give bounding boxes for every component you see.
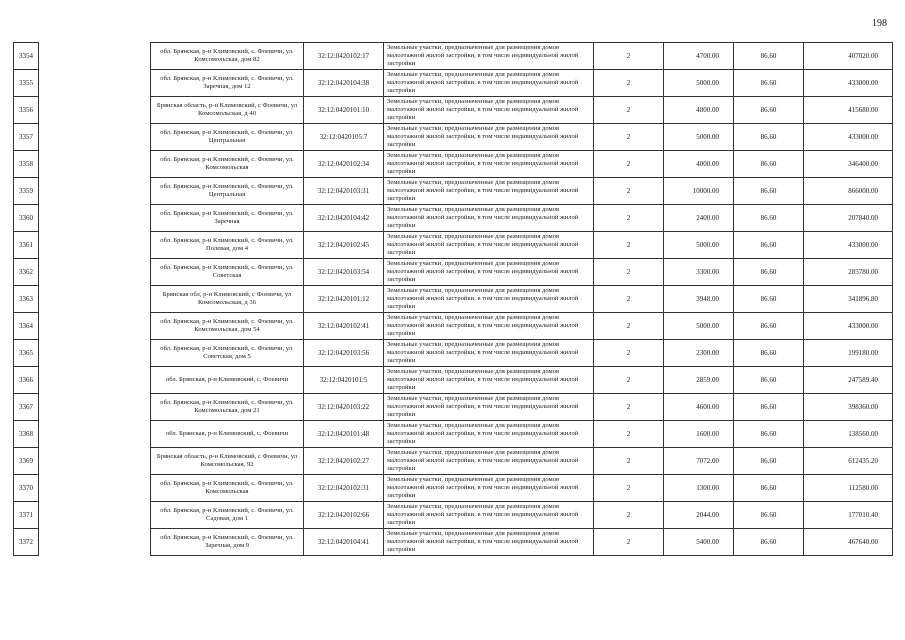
cadastral-number-cell: 32:12:0420102:31 — [304, 475, 384, 502]
address-cell: Брянская область, р-н Климовский, с Фоевичи, ул Комсомольская, 92 — [151, 448, 304, 475]
table-row — [14, 313, 893, 340]
table-row — [14, 367, 893, 394]
cadastral-value-cell: 415680.00 — [804, 97, 893, 124]
address-cell: обл. Брянская, р-н Климовский, с. Фоевичи, ул. Советская, дом 5 — [151, 340, 304, 367]
rate-cell: 86.60 — [734, 421, 804, 448]
permitted-use-cell: Земельные участки, предназначенные для размещения домов малоэтажной жилой застройки, в том числе индивидуальной жилой застройки — [384, 367, 594, 394]
spacer-cell — [39, 340, 151, 367]
rate-cell: 86.60 — [734, 502, 804, 529]
group-cell: 2 — [594, 124, 664, 151]
table-row — [14, 286, 893, 313]
cadastral-number-cell: 32:12:0420102:34 — [304, 151, 384, 178]
address-cell: обл. Брянская, р-н Климовский, с. Фоевичи, ул. Заречная — [151, 205, 304, 232]
cadastral-value-cell: 199180.00 — [804, 340, 893, 367]
group-cell: 2 — [594, 529, 664, 556]
rate-cell: 86.60 — [734, 394, 804, 421]
row-number-cell: 3364 — [14, 313, 39, 340]
rate-cell: 86.60 — [734, 151, 804, 178]
area-cell: 2300.00 — [664, 340, 734, 367]
table-row — [14, 394, 893, 421]
spacer-cell — [39, 70, 151, 97]
row-number-cell: 3359 — [14, 178, 39, 205]
cadastral-number-cell: 32:12:0420102:41 — [304, 313, 384, 340]
group-cell: 2 — [594, 232, 664, 259]
row-number-cell: 3356 — [14, 97, 39, 124]
cadastral-value-cell: 112580.00 — [804, 475, 893, 502]
area-cell: 7072.00 — [664, 448, 734, 475]
address-cell: обл. Брянская, р-н Климовский, с. Фоевичи, ул. Комсомольская, дом 82 — [151, 43, 304, 70]
cadastral-value-cell: 433000.00 — [804, 124, 893, 151]
group-cell: 2 — [594, 97, 664, 124]
spacer-cell — [39, 448, 151, 475]
permitted-use-cell: Земельные участки, предназначенные для размещения домов малоэтажной жилой застройки, в том числе индивидуальной жилой застройки — [384, 529, 594, 556]
spacer-cell — [39, 232, 151, 259]
cadastral-number-cell: 32:12:0420101:48 — [304, 421, 384, 448]
table-row — [14, 421, 893, 448]
spacer-cell — [39, 286, 151, 313]
cadastral-value-cell: 177010.40 — [804, 502, 893, 529]
row-number-cell: 3371 — [14, 502, 39, 529]
row-number-cell: 3362 — [14, 259, 39, 286]
cadastral-value-cell: 207840.00 — [804, 205, 893, 232]
registry-body — [14, 43, 893, 556]
table-row — [14, 529, 893, 556]
cadastral-number-cell: 32:12:0420105:7 — [304, 124, 384, 151]
row-number-cell: 3363 — [14, 286, 39, 313]
table-row — [14, 43, 893, 70]
permitted-use-cell: Земельные участки, предназначенные для размещения домов малоэтажной жилой застройки, в том числе индивидуальной жилой застройки — [384, 394, 594, 421]
cadastral-value-cell: 138560.00 — [804, 421, 893, 448]
cadastral-number-cell: 32:12:0420102:45 — [304, 232, 384, 259]
cadastral-value-cell: 433000.00 — [804, 313, 893, 340]
cadastral-number-cell: 32:12:0420101:10 — [304, 97, 384, 124]
address-cell: обл. Брянская, р-н Климовский, с. Фоевичи, ул. Комсомольская — [151, 151, 304, 178]
cadastral-number-cell: 32:12:0420103:22 — [304, 394, 384, 421]
area-cell: 4700.00 — [664, 43, 734, 70]
row-number-cell: 3366 — [14, 367, 39, 394]
spacer-cell — [39, 205, 151, 232]
group-cell: 2 — [594, 367, 664, 394]
address-cell: обл. Брянская, р-н Климовский, с. Фоевичи, ул. Советская — [151, 259, 304, 286]
spacer-cell — [39, 259, 151, 286]
cadastral-number-cell: 32:12:0420101:5 — [304, 367, 384, 394]
spacer-cell — [39, 421, 151, 448]
area-cell: 5000.00 — [664, 70, 734, 97]
address-cell: обл. Брянская, р-н Климовский, с. Фоевичи — [151, 367, 304, 394]
row-number-cell: 3360 — [14, 205, 39, 232]
permitted-use-cell: Земельные участки, предназначенные для размещения домов малоэтажной жилой застройки, в том числе индивидуальной жилой застройки — [384, 97, 594, 124]
group-cell: 2 — [594, 340, 664, 367]
permitted-use-cell: Земельные участки, предназначенные для размещения домов малоэтажной жилой застройки, в том числе индивидуальной жилой застройки — [384, 340, 594, 367]
cadastral-value-cell: 341896.80 — [804, 286, 893, 313]
rate-cell: 86.60 — [734, 340, 804, 367]
cadastral-number-cell: 32:12:0420102:27 — [304, 448, 384, 475]
table-row — [14, 232, 893, 259]
area-cell: 4000.00 — [664, 151, 734, 178]
permitted-use-cell: Земельные участки, предназначенные для размещения домов малоэтажной жилой застройки, в том числе индивидуальной жилой застройки — [384, 475, 594, 502]
table-row — [14, 178, 893, 205]
area-cell: 10000.00 — [664, 178, 734, 205]
address-cell: обл. Брянская, р-н Климовский, с. Фоевичи, ул. Заречная, дом 9 — [151, 529, 304, 556]
area-cell: 5000.00 — [664, 124, 734, 151]
spacer-cell — [39, 394, 151, 421]
permitted-use-cell: Земельные участки, предназначенные для размещения домов малоэтажной жилой застройки, в том числе индивидуальной жилой застройки — [384, 502, 594, 529]
cadastral-number-cell: 32:12:0420103:54 — [304, 259, 384, 286]
rate-cell: 86.60 — [734, 259, 804, 286]
address-cell: обл. Брянская, р-н Климовский, с. Фоевичи, ул. Садовая, дом 1 — [151, 502, 304, 529]
group-cell: 2 — [594, 205, 664, 232]
group-cell: 2 — [594, 178, 664, 205]
rate-cell: 86.60 — [734, 475, 804, 502]
group-cell: 2 — [594, 475, 664, 502]
cadastral-value-cell: 407020.00 — [804, 43, 893, 70]
table-row — [14, 205, 893, 232]
area-cell: 4800.00 — [664, 97, 734, 124]
rate-cell: 86.60 — [734, 286, 804, 313]
rate-cell: 86.60 — [734, 448, 804, 475]
address-cell: Брянская обл, р-н Климовский, с Фоевичи, ул Комсомольская, д 36 — [151, 286, 304, 313]
row-number-cell: 3357 — [14, 124, 39, 151]
rate-cell: 86.60 — [734, 313, 804, 340]
area-cell: 5000.00 — [664, 232, 734, 259]
table-row — [14, 448, 893, 475]
row-number-cell: 3367 — [14, 394, 39, 421]
row-number-cell: 3354 — [14, 43, 39, 70]
table-row — [14, 340, 893, 367]
rate-cell: 86.60 — [734, 232, 804, 259]
cadastral-number-cell: 32:12:0420104:38 — [304, 70, 384, 97]
group-cell: 2 — [594, 394, 664, 421]
permitted-use-cell: Земельные участки, предназначенные для размещения домов малоэтажной жилой застройки, в том числе индивидуальной жилой застройки — [384, 205, 594, 232]
cadastral-value-cell: 285780.00 — [804, 259, 893, 286]
rate-cell: 86.60 — [734, 43, 804, 70]
spacer-cell — [39, 367, 151, 394]
area-cell: 3948.00 — [664, 286, 734, 313]
cadastral-value-cell: 433000.00 — [804, 232, 893, 259]
permitted-use-cell: Земельные участки, предназначенные для размещения домов малоэтажной жилой застройки, в том числе индивидуальной жилой застройки — [384, 232, 594, 259]
rate-cell: 86.60 — [734, 70, 804, 97]
page-number: 198 — [872, 18, 887, 29]
area-cell: 5000.00 — [664, 313, 734, 340]
group-cell: 2 — [594, 43, 664, 70]
spacer-cell — [39, 529, 151, 556]
permitted-use-cell: Земельные участки, предназначенные для размещения домов малоэтажной жилой застройки, в том числе индивидуальной жилой застройки — [384, 286, 594, 313]
cadastral-value-cell: 467640.00 — [804, 529, 893, 556]
table-row — [14, 502, 893, 529]
area-cell: 3300.00 — [664, 259, 734, 286]
table-row — [14, 124, 893, 151]
cadastral-number-cell: 32:12:0420101:12 — [304, 286, 384, 313]
permitted-use-cell: Земельные участки, предназначенные для размещения домов малоэтажной жилой застройки, в том числе индивидуальной жилой застройки — [384, 70, 594, 97]
group-cell: 2 — [594, 151, 664, 178]
area-cell: 2044.00 — [664, 502, 734, 529]
area-cell: 1300.00 — [664, 475, 734, 502]
row-number-cell: 3369 — [14, 448, 39, 475]
cadastral-number-cell: 32:12:0420102:66 — [304, 502, 384, 529]
cadastral-number-cell: 32:12:0420104:41 — [304, 529, 384, 556]
permitted-use-cell: Земельные участки, предназначенные для размещения домов малоэтажной жилой застройки, в том числе индивидуальной жилой застройки — [384, 421, 594, 448]
table-row — [14, 475, 893, 502]
table-row — [14, 151, 893, 178]
cadastral-value-cell: 398360.00 — [804, 394, 893, 421]
cadastral-number-cell: 32:12:0420102:17 — [304, 43, 384, 70]
row-number-cell: 3365 — [14, 340, 39, 367]
row-number-cell: 3368 — [14, 421, 39, 448]
permitted-use-cell: Земельные участки, предназначенные для размещения домов малоэтажной жилой застройки, в том числе индивидуальной жилой застройки — [384, 43, 594, 70]
rate-cell: 86.60 — [734, 367, 804, 394]
cadastral-value-cell: 247589.40 — [804, 367, 893, 394]
permitted-use-cell: Земельные участки, предназначенные для размещения домов малоэтажной жилой застройки, в том числе индивидуальной жилой застройки — [384, 178, 594, 205]
address-cell: обл. Брянская, р-н Климовский, с. Фоевичи, ул. Центральная — [151, 178, 304, 205]
group-cell: 2 — [594, 502, 664, 529]
table-row — [14, 97, 893, 124]
address-cell: обл. Брянская, р-н Климовский, с. Фоевичи — [151, 421, 304, 448]
area-cell: 1600.00 — [664, 421, 734, 448]
rate-cell: 86.60 — [734, 124, 804, 151]
area-cell: 2859.00 — [664, 367, 734, 394]
rate-cell: 86.60 — [734, 205, 804, 232]
permitted-use-cell: Земельные участки, предназначенные для размещения домов малоэтажной жилой застройки, в том числе индивидуальной жилой застройки — [384, 259, 594, 286]
spacer-cell — [39, 151, 151, 178]
group-cell: 2 — [594, 421, 664, 448]
group-cell: 2 — [594, 313, 664, 340]
cadastral-value-cell: 866000.00 — [804, 178, 893, 205]
cadastral-number-cell: 32:12:0420104:42 — [304, 205, 384, 232]
land-plot-registry-table — [13, 42, 893, 556]
permitted-use-cell: Земельные участки, предназначенные для размещения домов малоэтажной жилой застройки, в том числе индивидуальной жилой застройки — [384, 313, 594, 340]
address-cell: обл. Брянская, р-н Климовский, с. Фоевичи, ул. Комсомольская, дом 21 — [151, 394, 304, 421]
area-cell: 5400.00 — [664, 529, 734, 556]
spacer-cell — [39, 43, 151, 70]
row-number-cell: 3358 — [14, 151, 39, 178]
group-cell: 2 — [594, 259, 664, 286]
area-cell: 2400.00 — [664, 205, 734, 232]
area-cell: 4600.00 — [664, 394, 734, 421]
spacer-cell — [39, 502, 151, 529]
spacer-cell — [39, 97, 151, 124]
table-row — [14, 259, 893, 286]
row-number-cell: 3355 — [14, 70, 39, 97]
group-cell: 2 — [594, 70, 664, 97]
permitted-use-cell: Земельные участки, предназначенные для размещения домов малоэтажной жилой застройки, в том числе индивидуальной жилой застройки — [384, 124, 594, 151]
cadastral-number-cell: 32:12:0420103:31 — [304, 178, 384, 205]
cadastral-value-cell: 433000.00 — [804, 70, 893, 97]
group-cell: 2 — [594, 448, 664, 475]
rate-cell: 86.60 — [734, 529, 804, 556]
cadastral-number-cell: 32:12:0420103:56 — [304, 340, 384, 367]
row-number-cell: 3361 — [14, 232, 39, 259]
spacer-cell — [39, 178, 151, 205]
spacer-cell — [39, 124, 151, 151]
address-cell: Брянская область, р-н Климовский, с Фоевичи, ул Комсомольская, д 40 — [151, 97, 304, 124]
row-number-cell: 3370 — [14, 475, 39, 502]
address-cell: обл. Брянская, р-н Климовский, с. Фоевичи, ул. Комсомольская, дом 54 — [151, 313, 304, 340]
address-cell: обл. Брянская, р-н Климовский, с. Фоевичи, ул. Комсомольская — [151, 475, 304, 502]
row-number-cell: 3372 — [14, 529, 39, 556]
address-cell: обл. Брянская, р-н Климовский, с. Фоевичи, ул. Центральная — [151, 124, 304, 151]
spacer-cell — [39, 475, 151, 502]
rate-cell: 86.60 — [734, 178, 804, 205]
cadastral-value-cell: 346400.00 — [804, 151, 893, 178]
permitted-use-cell: Земельные участки, предназначенные для размещения домов малоэтажной жилой застройки, в том числе индивидуальной жилой застройки — [384, 448, 594, 475]
address-cell: обл. Брянская, р-н Климовский, с. Фоевичи, ул. Полевая, дом 4 — [151, 232, 304, 259]
spacer-cell — [39, 313, 151, 340]
group-cell: 2 — [594, 286, 664, 313]
permitted-use-cell: Земельные участки, предназначенные для размещения домов малоэтажной жилой застройки, в том числе индивидуальной жилой застройки — [384, 151, 594, 178]
cadastral-value-cell: 612435.20 — [804, 448, 893, 475]
rate-cell: 86.60 — [734, 97, 804, 124]
table-row — [14, 70, 893, 97]
address-cell: обл. Брянская, р-н Климовский, с. Фоевичи, ул. Заречная, дом 12 — [151, 70, 304, 97]
